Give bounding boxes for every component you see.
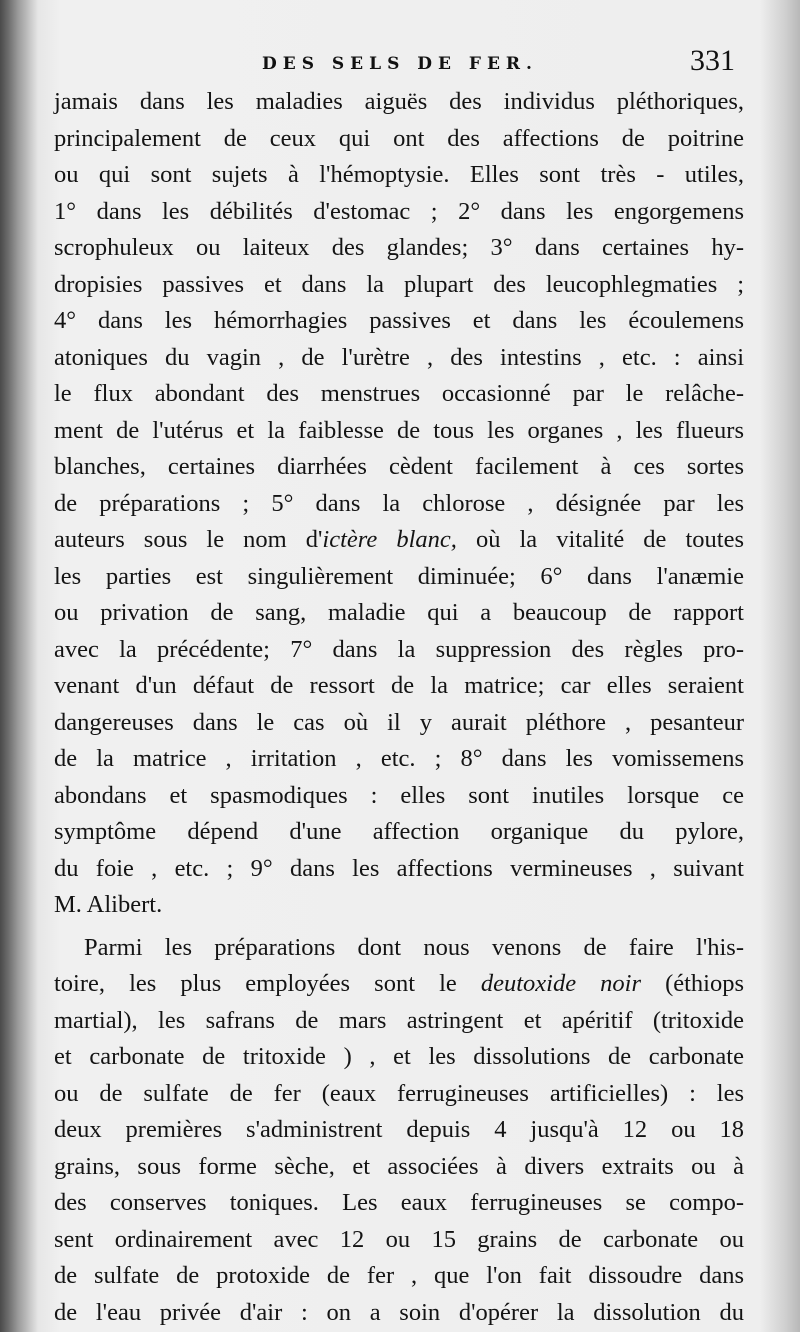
text-line: toire, les plus employées sont le deutoxide noir (éthiops (54, 970, 745, 997)
text-line: symptôme dépend d'une affection organique du pylore, (54, 818, 744, 845)
text-line: de préparations ; 5° dans la chlorose , désignée par les (54, 489, 744, 517)
emphasized-term: ictère blanc, (322, 526, 457, 553)
text-line: 4° dans les hémorrhagies passives et dans les écoulemens (54, 307, 744, 334)
text-line: jamais dans les maladies aiguës des individus pléthoriques, (54, 88, 744, 115)
text-line: ou qui sont sujets à l'hémoptysie. Elles sont très - utiles, (54, 161, 744, 188)
text-line: ou privation de sang, maladie qui a beaucoup de rapport (54, 599, 744, 626)
page-number: 331 (690, 44, 735, 77)
emphasized-term: deutoxide noir (480, 970, 641, 997)
text-line: principalement de ceux qui ont des affections de poitrine (54, 124, 744, 152)
text-line: Parmi les préparations dont nous venons de faire l'his- (84, 933, 744, 961)
text-line: deux premières s'administrent depuis 4 jusqu'à 12 ou 18 (54, 1116, 744, 1143)
text-line: M. Alibert. (54, 891, 163, 918)
text-line: de la matrice , irritation , etc. ; 8° dans les vomissemens (54, 745, 744, 772)
text-line: de l'eau privée d'air : on a soin d'opérer la dissolution du (54, 1298, 744, 1326)
text-line: venant d'un défaut de ressort de la matrice; car elles seraient (54, 672, 744, 699)
text-line: sent ordinairement avec 12 ou 15 grains de carbonate ou (54, 1225, 744, 1253)
text-line: grains, sous forme sèche, et associées à divers extraits ou à (54, 1152, 744, 1180)
text-line: scrophuleux ou laiteux des glandes; 3° dans certaines hy- (54, 234, 744, 261)
text-line: auteurs sous le nom d'ictère blanc, où la vitalité de toutes (54, 526, 744, 553)
paragraph-1 (54, 84, 744, 924)
text-line: les parties est singulièrement diminuée; 6° dans l'anæmie (54, 562, 744, 590)
paragraph-2 (54, 930, 744, 1332)
text-line: dangereuses dans le cas où il y aurait pléthore , pesanteur (54, 708, 744, 736)
text-line: martial), les safrans de mars astringent et apéritif (tritoxide (54, 1006, 744, 1034)
body-text (54, 84, 744, 1331)
text-line: de sulfate de protoxide de fer , que l'on fait dissoudre dans (54, 1262, 744, 1289)
text-line: abondans et spasmodiques : elles sont inutiles lorsque ce (54, 781, 744, 809)
text-line: blanches, certaines diarrhées cèdent facilement à ces sortes (54, 453, 744, 480)
text-line: ou de sulfate de fer (eaux ferrugineuses artificielles) : les (54, 1079, 744, 1107)
text-line: du foie , etc. ; 9° dans les affections vermineuses , suivant (54, 854, 744, 882)
page-header (0, 44, 800, 84)
text-line: avec la précédente; 7° dans la suppression des règles pro- (54, 635, 744, 663)
text-line: et carbonate de tritoxide ) , et les dissolutions de carbonate (54, 1043, 744, 1070)
text-line: dropisies passives et dans la plupart des leucophlegmaties ; (54, 270, 744, 298)
text-line: ment de l'utérus et la faiblesse de tous les organes , les flueurs (54, 416, 744, 444)
text-line: le flux abondant des menstrues occasionné par le relâche- (54, 380, 744, 407)
text-line: atoniques du vagin , de l'urètre , des intestins , etc. : ainsi (54, 343, 744, 371)
running-title: DES SELS DE FER. (262, 54, 538, 74)
text-line: 1° dans les débilités d'estomac ; 2° dans les engorgemens (54, 197, 744, 225)
text-line: des conserves toniques. Les eaux ferrugineuses se compo- (54, 1189, 744, 1216)
